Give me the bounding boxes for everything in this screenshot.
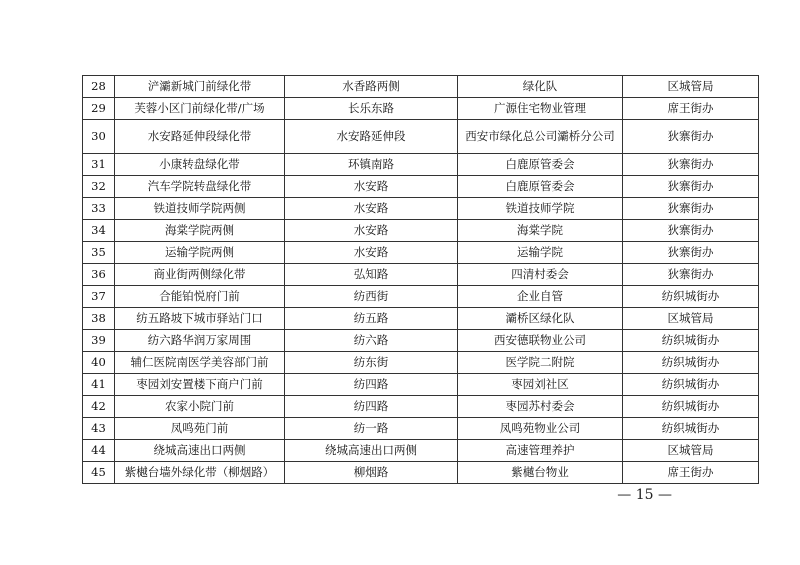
row-number-cell: 32 bbox=[83, 176, 115, 198]
site-location-cell: 环镇南路 bbox=[285, 154, 458, 176]
maintenance-unit-cell: 四清村委会 bbox=[458, 264, 623, 286]
maintenance-unit-cell: 西安德联物业公司 bbox=[458, 330, 623, 352]
table-row bbox=[83, 440, 759, 462]
site-location-cell: 绕城高速出口两侧 bbox=[285, 440, 458, 462]
responsible-dept-cell: 区城管局 bbox=[623, 308, 759, 330]
site-location-cell: 水香路两侧 bbox=[285, 76, 458, 98]
site-location-cell: 纺四路 bbox=[285, 396, 458, 418]
responsible-dept-cell: 区城管局 bbox=[623, 76, 759, 98]
site-location-cell: 长乐东路 bbox=[285, 98, 458, 120]
table-row bbox=[83, 76, 759, 98]
row-number-cell: 44 bbox=[83, 440, 115, 462]
responsible-dept-cell: 狄寨街办 bbox=[623, 264, 759, 286]
row-number-cell: 33 bbox=[83, 198, 115, 220]
site-name-cell: 海棠学院两侧 bbox=[115, 220, 285, 242]
site-name-cell: 枣园刘安置楼下商户门前 bbox=[115, 374, 285, 396]
row-number-cell: 29 bbox=[83, 98, 115, 120]
site-name-cell: 辅仁医院南医学美容部门前 bbox=[115, 352, 285, 374]
greenbelt-table bbox=[82, 75, 759, 484]
site-name-cell: 凤鸣苑门前 bbox=[115, 418, 285, 440]
row-number-cell: 42 bbox=[83, 396, 115, 418]
table-row bbox=[83, 154, 759, 176]
maintenance-unit-cell: 枣园刘社区 bbox=[458, 374, 623, 396]
site-location-cell: 纺四路 bbox=[285, 374, 458, 396]
table-row bbox=[83, 220, 759, 242]
site-name-cell: 合能铂悦府门前 bbox=[115, 286, 285, 308]
maintenance-unit-cell: 灞桥区绿化队 bbox=[458, 308, 623, 330]
site-location-cell: 纺一路 bbox=[285, 418, 458, 440]
responsible-dept-cell: 纺织城街办 bbox=[623, 286, 759, 308]
maintenance-unit-cell: 运输学院 bbox=[458, 242, 623, 264]
site-name-cell: 运输学院两侧 bbox=[115, 242, 285, 264]
site-location-cell: 纺六路 bbox=[285, 330, 458, 352]
site-location-cell: 水安路延伸段 bbox=[285, 120, 458, 154]
maintenance-unit-cell: 紫樾台物业 bbox=[458, 462, 623, 484]
row-number-cell: 30 bbox=[83, 120, 115, 154]
maintenance-unit-cell: 广源住宅物业管理 bbox=[458, 98, 623, 120]
table-row bbox=[83, 374, 759, 396]
responsible-dept-cell: 狄寨街办 bbox=[623, 154, 759, 176]
table-row bbox=[83, 98, 759, 120]
table-row bbox=[83, 198, 759, 220]
site-name-cell: 浐灞新城门前绿化带 bbox=[115, 76, 285, 98]
table-row bbox=[83, 176, 759, 198]
responsible-dept-cell: 区城管局 bbox=[623, 440, 759, 462]
site-name-cell: 汽车学院转盘绿化带 bbox=[115, 176, 285, 198]
row-number-cell: 34 bbox=[83, 220, 115, 242]
maintenance-unit-cell: 高速管理养护 bbox=[458, 440, 623, 462]
site-location-cell: 水安路 bbox=[285, 220, 458, 242]
table-row bbox=[83, 330, 759, 352]
responsible-dept-cell: 狄寨街办 bbox=[623, 242, 759, 264]
site-name-cell: 芙蓉小区门前绿化带/广场 bbox=[115, 98, 285, 120]
site-location-cell: 弘知路 bbox=[285, 264, 458, 286]
maintenance-unit-cell: 白鹿原管委会 bbox=[458, 154, 623, 176]
table-row bbox=[83, 352, 759, 374]
row-number-cell: 40 bbox=[83, 352, 115, 374]
row-number-cell: 28 bbox=[83, 76, 115, 98]
row-number-cell: 39 bbox=[83, 330, 115, 352]
site-location-cell: 纺西街 bbox=[285, 286, 458, 308]
maintenance-unit-cell: 凤鸣苑物业公司 bbox=[458, 418, 623, 440]
table-row bbox=[83, 242, 759, 264]
row-number-cell: 36 bbox=[83, 264, 115, 286]
site-name-cell: 农家小院门前 bbox=[115, 396, 285, 418]
table-row bbox=[83, 264, 759, 286]
responsible-dept-cell: 纺织城街办 bbox=[623, 396, 759, 418]
maintenance-unit-cell: 海棠学院 bbox=[458, 220, 623, 242]
maintenance-unit-cell: 枣园苏村委会 bbox=[458, 396, 623, 418]
responsible-dept-cell: 狄寨街办 bbox=[623, 220, 759, 242]
site-location-cell: 水安路 bbox=[285, 242, 458, 264]
row-number-cell: 31 bbox=[83, 154, 115, 176]
responsible-dept-cell: 纺织城街办 bbox=[623, 418, 759, 440]
site-location-cell: 纺五路 bbox=[285, 308, 458, 330]
maintenance-unit-cell: 企业自管 bbox=[458, 286, 623, 308]
row-number-cell: 35 bbox=[83, 242, 115, 264]
row-number-cell: 41 bbox=[83, 374, 115, 396]
responsible-dept-cell: 席王街办 bbox=[623, 98, 759, 120]
site-name-cell: 纺六路华润万家周围 bbox=[115, 330, 285, 352]
site-name-cell: 小康转盘绿化带 bbox=[115, 154, 285, 176]
site-name-cell: 水安路延伸段绿化带 bbox=[115, 120, 285, 154]
site-location-cell: 水安路 bbox=[285, 176, 458, 198]
responsible-dept-cell: 狄寨街办 bbox=[623, 176, 759, 198]
maintenance-unit-cell: 医学院二附院 bbox=[458, 352, 623, 374]
site-location-cell: 纺东街 bbox=[285, 352, 458, 374]
site-location-cell: 柳烟路 bbox=[285, 462, 458, 484]
table-row bbox=[83, 418, 759, 440]
row-number-cell: 43 bbox=[83, 418, 115, 440]
row-number-cell: 37 bbox=[83, 286, 115, 308]
table-row bbox=[83, 462, 759, 484]
site-location-cell: 水安路 bbox=[285, 198, 458, 220]
site-name-cell: 纺五路坡下城市驿站门口 bbox=[115, 308, 285, 330]
maintenance-unit-cell: 绿化队 bbox=[458, 76, 623, 98]
table-row bbox=[83, 396, 759, 418]
table-body bbox=[83, 76, 759, 484]
site-name-cell: 绕城高速出口两侧 bbox=[115, 440, 285, 462]
maintenance-unit-cell: 白鹿原管委会 bbox=[458, 176, 623, 198]
site-name-cell: 紫樾台墙外绿化带（柳烟路） bbox=[115, 462, 285, 484]
responsible-dept-cell: 席王街办 bbox=[623, 462, 759, 484]
row-number-cell: 38 bbox=[83, 308, 115, 330]
maintenance-unit-cell: 西安市绿化总公司灞桥分公司 bbox=[458, 120, 623, 154]
responsible-dept-cell: 狄寨街办 bbox=[623, 198, 759, 220]
table-row bbox=[83, 308, 759, 330]
responsible-dept-cell: 纺织城街办 bbox=[623, 374, 759, 396]
site-name-cell: 商业街两侧绿化带 bbox=[115, 264, 285, 286]
maintenance-unit-cell: 铁道技师学院 bbox=[458, 198, 623, 220]
table-row bbox=[83, 286, 759, 308]
table-row bbox=[83, 120, 759, 154]
row-number-cell: 45 bbox=[83, 462, 115, 484]
page-number: — 15 — bbox=[617, 487, 672, 503]
responsible-dept-cell: 纺织城街办 bbox=[623, 352, 759, 374]
responsible-dept-cell: 纺织城街办 bbox=[623, 330, 759, 352]
site-name-cell: 铁道技师学院两侧 bbox=[115, 198, 285, 220]
responsible-dept-cell: 狄寨街办 bbox=[623, 120, 759, 154]
